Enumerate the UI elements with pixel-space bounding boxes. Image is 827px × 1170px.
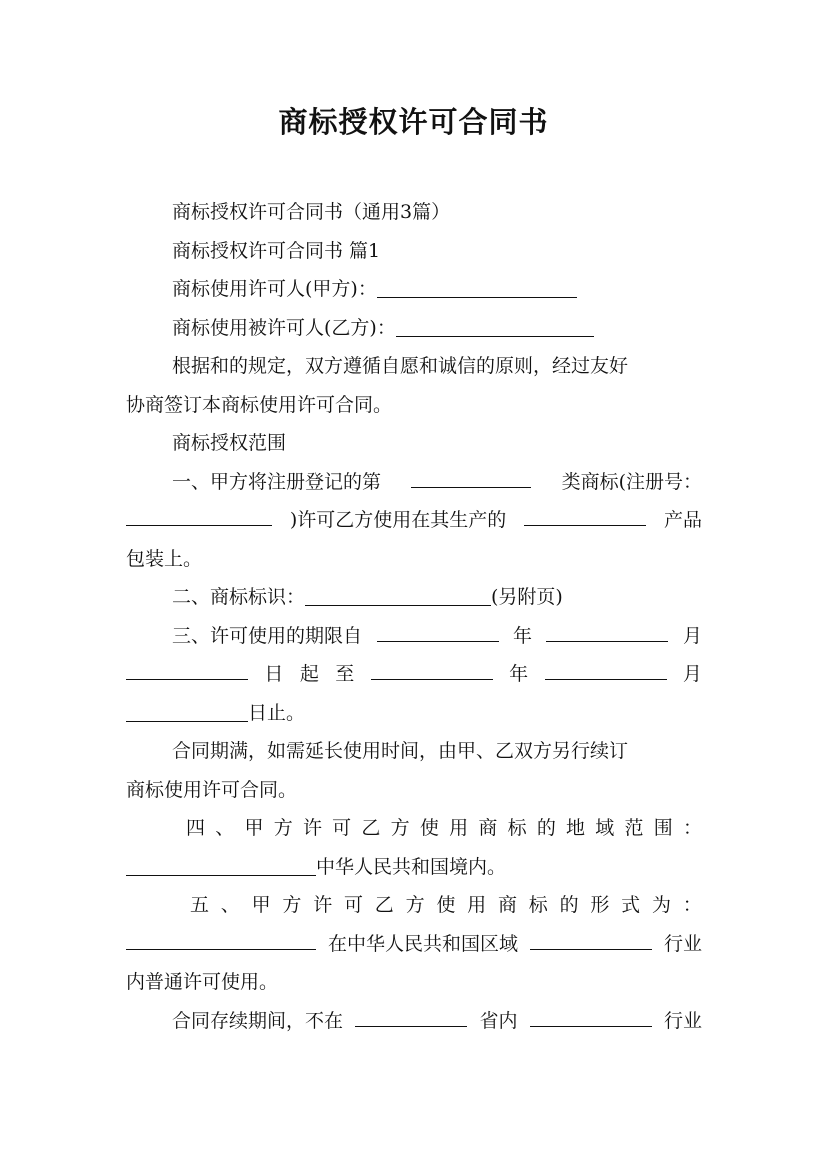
char: 、 [215, 817, 235, 839]
char: 乙 [374, 894, 394, 916]
text: 年 [512, 624, 532, 647]
text: 月 [682, 663, 702, 685]
text: 行业 [663, 1009, 702, 1032]
clause-1-line [126, 501, 702, 540]
paragraph-section-title [126, 232, 702, 271]
char: 商 [478, 817, 498, 839]
class-blank [411, 468, 531, 488]
text: 起 [299, 663, 319, 685]
text: 产品 [663, 509, 702, 531]
clause-5-line [126, 963, 702, 1002]
paragraph-heading [126, 193, 702, 232]
char: 许 [313, 894, 333, 916]
text: 合同期满，如需延长使用时间，由甲、乙双方另行续订 [172, 740, 629, 762]
char: 域 [595, 817, 615, 839]
day-blank [126, 660, 248, 680]
char: 商 [497, 894, 517, 916]
text: 商标授权许可合同书（通用3篇） [172, 201, 451, 223]
char: 的 [536, 817, 556, 839]
paragraph-line [126, 771, 702, 810]
char: 用 [449, 817, 469, 839]
paragraph-line [126, 386, 702, 425]
text: 协商签订本商标使用许可合同。 [126, 393, 393, 416]
document-title: 商标授权许可合同书 [278, 105, 549, 139]
region-blank [126, 856, 316, 876]
section-heading [126, 424, 702, 463]
char: 标 [528, 894, 548, 916]
clause-4-line [126, 848, 702, 887]
char: ： [682, 817, 702, 839]
registration-blank [126, 506, 272, 526]
paragraph-line [126, 1002, 702, 1041]
char: 甲 [251, 894, 271, 916]
clause-4-line [126, 809, 702, 848]
clause-5-line [126, 886, 702, 925]
paragraph-line [126, 347, 702, 386]
char: 方 [273, 817, 293, 839]
text: 中华人民共和国境内。 [316, 855, 507, 878]
clause-3-line [126, 655, 702, 694]
province-blank [355, 1007, 467, 1027]
paragraph-line [126, 732, 702, 771]
char: 甲 [244, 817, 264, 839]
char: 乙 [361, 817, 381, 839]
char: 围 [653, 817, 673, 839]
text: 三、许可使用的期限自 [172, 624, 363, 647]
text: 日止。 [248, 701, 306, 724]
char: 方 [405, 894, 425, 916]
text: 根据和的规定，双方遵循自愿和诚信的原则，经过友好 [172, 355, 629, 377]
text: 商标使用被许可人(乙方)： [172, 316, 396, 339]
text: 类商标(注册号： [561, 470, 702, 493]
text: 行业 [663, 932, 702, 955]
clause-1-line [126, 540, 702, 579]
year-blank [371, 660, 493, 680]
clause-1-line [126, 463, 702, 502]
text: 省内 [479, 1009, 518, 1032]
char: 方 [282, 894, 302, 916]
char: 四 [186, 817, 206, 839]
licensee-blank [396, 317, 594, 337]
char: 的 [559, 894, 579, 916]
char: 许 [302, 817, 322, 839]
char: 范 [624, 817, 644, 839]
text: 合同存续期间，不在 [172, 1009, 344, 1032]
text: 年 [509, 663, 529, 685]
clause-2-line [126, 578, 702, 617]
char: 可 [343, 894, 363, 916]
text: 商标使用许可人(甲方)： [172, 278, 377, 300]
licensor-blank [377, 278, 577, 298]
licensor-line [126, 270, 702, 309]
text: 商标授权范围 [172, 432, 287, 454]
text: (另附页) [491, 586, 563, 608]
char: 五 [190, 894, 210, 916]
document-body [126, 193, 702, 1040]
licensee-line [126, 309, 702, 348]
clause-5-line [126, 925, 702, 964]
product-blank [524, 506, 646, 526]
month-blank [545, 660, 667, 680]
text: 商标授权许可合同书 篇1 [172, 239, 381, 262]
char: 地 [566, 817, 586, 839]
char: 方 [390, 817, 410, 839]
char: 、 [220, 894, 240, 916]
text: 包装上。 [126, 547, 203, 570]
clause-3-line [126, 617, 702, 656]
form-blank [126, 930, 316, 950]
char: 使 [419, 817, 439, 839]
text: 商标使用许可合同。 [126, 778, 298, 801]
char: 使 [436, 894, 456, 916]
char: 形 [590, 894, 610, 916]
text: 二、商标标识： [172, 586, 306, 608]
month-blank [546, 622, 668, 642]
day-blank [126, 702, 248, 722]
text: 在中华人民共和国区域 [327, 932, 518, 955]
char: 式 [621, 894, 641, 916]
char: 用 [467, 894, 487, 916]
industry-blank [530, 930, 652, 950]
char: 为 [651, 894, 671, 916]
char: ： [682, 894, 702, 916]
text: 日 [264, 663, 284, 685]
char: 标 [507, 817, 527, 839]
text: 内普通许可使用。 [126, 971, 279, 993]
text: 月 [682, 624, 702, 647]
text: 一、甲方将注册登记的第 [172, 470, 382, 493]
year-blank [377, 622, 499, 642]
text: )许可乙方使用在其生产的 [289, 509, 507, 531]
mark-blank [305, 586, 491, 606]
text: 至 [335, 663, 355, 685]
char: 可 [332, 817, 352, 839]
industry-blank [530, 1007, 652, 1027]
clause-3-line [126, 694, 702, 733]
